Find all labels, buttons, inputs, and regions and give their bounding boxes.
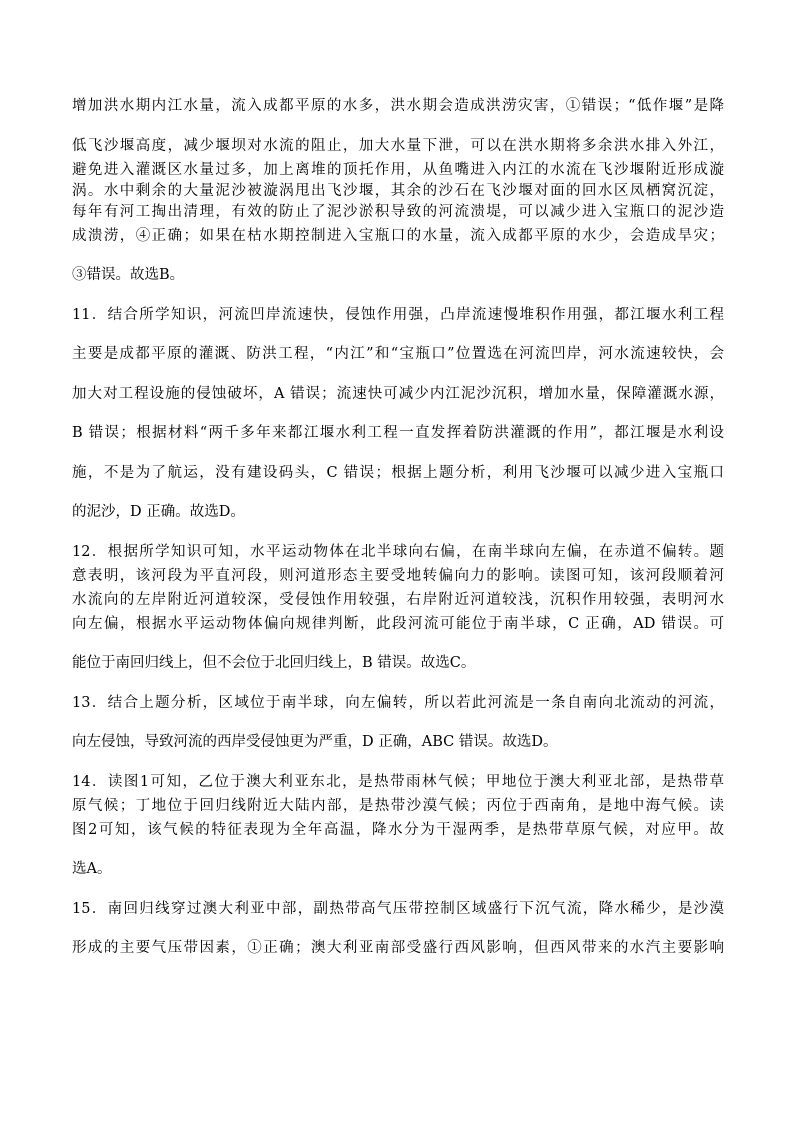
text-line: 每年有河工掏出清理，有效的防止了泥沙淤积导致的河流溃堤，可以减少进入宝瓶口的泥沙造 — [72, 203, 724, 220]
text-line: 能位于南回归线上，但不会位于北回归线上，B 错误。故选C。 — [72, 655, 476, 671]
text-line: 增加洪水期内江水量，流入成都平原的水多，洪水期会造成洪涝灾害，①错误；“低作堰”是降 — [72, 98, 724, 114]
paragraph-q11 — [72, 305, 724, 523]
paragraph-q15 — [72, 899, 724, 959]
text-line: ③错误。故选B。 — [72, 267, 185, 283]
text-line: 的泥沙，D 正确。故选D。 — [72, 504, 245, 520]
answer-text — [72, 96, 724, 958]
text-line: 向左偏，根据水平运动物体偏向规律判断，此段河流可能位于南半球，C 正确，AD 错误。可 — [72, 615, 724, 632]
text-line: 避免进入灌溉区水量过多，加上离堆的顶托作用，从鱼嘴进入内江的水流在飞沙堰附近形成漩 — [72, 161, 724, 178]
text-line: 向左侵蚀，导致河流的西岸受侵蚀更为严重，D 正确，ABC 错误。故选D。 — [72, 734, 558, 750]
text-line: 原气候；丁地位于回归线附近大陆内部，是热带沙漠气候；丙位于西南角，是地中海气候。读 — [72, 797, 724, 814]
text-line: 意表明，该河段为平直河段，则河道形态主要受地转偏向力的影响。读图可知，该河段顺着河 — [72, 567, 724, 584]
text-line: 成溃涝，④正确；如果在枯水期控制进入宝瓶口的水量，流入成都平原的水少，会造成旱灾； — [72, 227, 724, 244]
text-line: 涡。水中剩余的大量泥沙被漩涡甩出飞沙堰，其余的沙石在飞沙堰对面的回水区凤栖窝沉淀， — [72, 182, 724, 199]
text-line: 14．读图1可知，乙位于澳大利亚东北，是热带雨林气候；甲地位于澳大利亚北部，是热带草 — [72, 773, 724, 790]
paragraph-q13 — [72, 693, 724, 753]
text-line: 低飞沙堰高度，减少堰坝对水流的阻止，加大水量下泄，可以在洪水期将多余洪水排入外江， — [72, 137, 724, 154]
text-line: B 错误；根据材料“两千多年来都江堰水利工程一直发挥着防洪灌溉的作用”，都江堰是水利设 — [72, 425, 724, 441]
text-line: 11．结合所学知识，河流凹岸流速快，侵蚀作用强，凸岸流速慢堆积作用强，都江堰水利工程 — [72, 306, 724, 323]
text-line: 12．根据所学知识可知，水平运动物体在北半球向右偏，在南半球向左偏，在赤道不偏转。题 — [72, 543, 724, 560]
text-line: 水流向的左岸附近河道较深，受侵蚀作用较强，右岸附近河道较浅，沉积作用较强，表明河水 — [72, 591, 724, 608]
text-line: 主要是成都平原的灌溉、防洪工程，“内江”和“宝瓶口”位置选在河流凹岸，河水流速较快，会 — [72, 346, 724, 362]
paragraph-q14 — [72, 772, 724, 880]
text-line: 选A。 — [72, 861, 112, 877]
text-line: 13．结合上题分析，区域位于南半球，向左偏转，所以若此河流是一条自南向北流动的河流， — [72, 694, 724, 711]
paragraph-q10-continued — [72, 96, 724, 285]
text-line: 加大对工程设施的侵蚀破坏，A 错误；流速快可减少内江泥沙沉积，增加水量，保障灌溉水源， — [72, 385, 724, 402]
text-line: 图2可知，该气候的特征表现为全年高温，降水分为干湿两季，是热带草原气候，对应甲。故 — [72, 821, 724, 838]
text-line: 15．南回归线穿过澳大利亚中部，副热带高气压带控制区域盛行下沉气流，降水稀少，是沙漠 — [72, 900, 724, 917]
text-line: 形成的主要气压带因素，①正确；澳大利亚南部受盛行西风影响，但西风带来的水汽主要影响 — [72, 940, 724, 956]
text-line: 施，不是为了航运，没有建设码头，C 错误；根据上题分析，利用飞沙堰可以减少进入宝瓶口 — [72, 464, 724, 481]
paragraph-q12 — [72, 542, 724, 674]
